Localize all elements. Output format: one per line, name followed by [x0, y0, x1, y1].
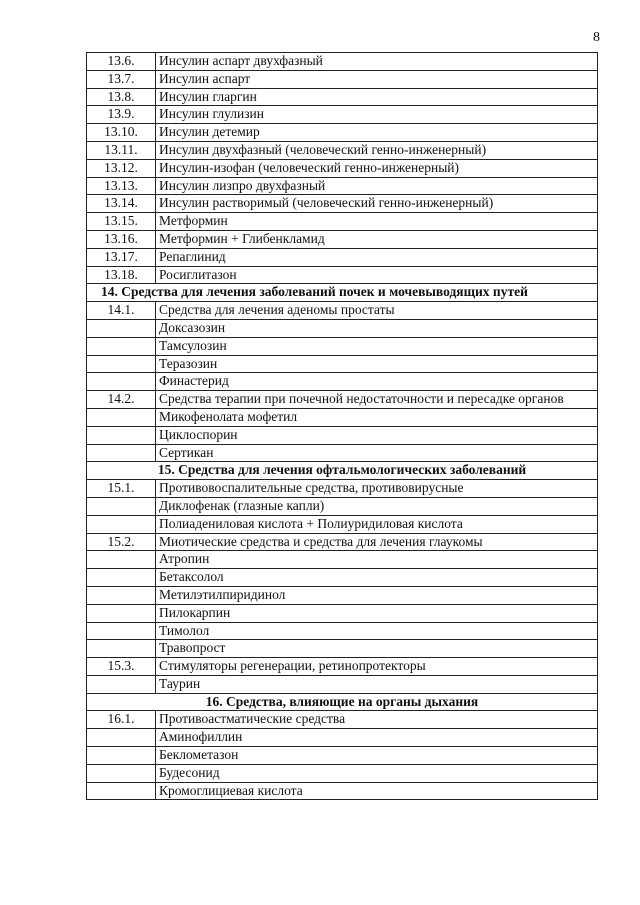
table-row — [87, 106, 598, 124]
page-number: 8 — [593, 30, 600, 45]
section-title: 15. Средства для лечения офтальмологических заболеваний — [87, 462, 598, 480]
item-name: Средства для лечения аденомы простаты — [156, 302, 598, 320]
table-row — [87, 426, 598, 444]
item-name: Финастерид — [156, 373, 598, 391]
item-code — [87, 497, 156, 515]
item-code: 13.10. — [87, 124, 156, 142]
item-code: 14.1. — [87, 302, 156, 320]
table-row — [87, 337, 598, 355]
item-code: 13.18. — [87, 266, 156, 284]
item-name: Тамсулозин — [156, 337, 598, 355]
drug-list-body — [87, 53, 598, 800]
item-name: Репаглинид — [156, 248, 598, 266]
item-name: Тимолол — [156, 622, 598, 640]
item-name: Инсулин аспарт — [156, 70, 598, 88]
section-header-row — [87, 284, 598, 302]
item-code — [87, 747, 156, 765]
item-code — [87, 444, 156, 462]
table-row — [87, 373, 598, 391]
item-code: 13.11. — [87, 141, 156, 159]
item-code: 13.12. — [87, 159, 156, 177]
section-header-row — [87, 693, 598, 711]
item-code — [87, 426, 156, 444]
item-code: 13.9. — [87, 106, 156, 124]
table-row — [87, 747, 598, 765]
item-code — [87, 675, 156, 693]
item-name: Инсулин двухфазный (человеческий генно-инженерный) — [156, 141, 598, 159]
table-row — [87, 675, 598, 693]
item-code: 13.7. — [87, 70, 156, 88]
item-name: Доксазозин — [156, 319, 598, 337]
item-code — [87, 408, 156, 426]
table-row — [87, 533, 598, 551]
table-row — [87, 195, 598, 213]
item-name: Будесонид — [156, 764, 598, 782]
item-code: 13.14. — [87, 195, 156, 213]
table-row — [87, 266, 598, 284]
section-title: 14. Средства для лечения заболеваний почек и мочевыводящих путей — [87, 284, 598, 302]
table-row — [87, 586, 598, 604]
table-row — [87, 764, 598, 782]
item-name: Метформин + Глибенкламид — [156, 230, 598, 248]
item-name: Противоастматические средства — [156, 711, 598, 729]
item-name: Таурин — [156, 675, 598, 693]
table-row — [87, 604, 598, 622]
item-name: Инсулин глулизин — [156, 106, 598, 124]
table-row — [87, 177, 598, 195]
item-code: 13.15. — [87, 213, 156, 231]
item-code: 13.6. — [87, 53, 156, 71]
table-row — [87, 355, 598, 373]
table-row — [87, 53, 598, 71]
section-title: 16. Средства, влияющие на органы дыхания — [87, 693, 598, 711]
item-name: Инсулин лизпро двухфазный — [156, 177, 598, 195]
item-name: Противовоспалительные средства, противовирусные — [156, 480, 598, 498]
table-row — [87, 515, 598, 533]
item-name: Аминофиллин — [156, 729, 598, 747]
table-row — [87, 622, 598, 640]
item-name: Сертикан — [156, 444, 598, 462]
table-row — [87, 124, 598, 142]
item-code: 16.1. — [87, 711, 156, 729]
item-name: Росиглитазон — [156, 266, 598, 284]
item-code — [87, 604, 156, 622]
item-code — [87, 355, 156, 373]
table-row — [87, 782, 598, 800]
item-name: Инсулин растворимый (человеческий генно-инженерный) — [156, 195, 598, 213]
table-row — [87, 658, 598, 676]
item-name: Микофенолата мофетил — [156, 408, 598, 426]
item-name: Миотические средства и средства для лечения глаукомы — [156, 533, 598, 551]
table-row — [87, 213, 598, 231]
item-code — [87, 373, 156, 391]
item-name: Инсулин гларгин — [156, 88, 598, 106]
item-code — [87, 782, 156, 800]
item-name: Бетаксолол — [156, 569, 598, 587]
table-row — [87, 230, 598, 248]
item-name: Атропин — [156, 551, 598, 569]
item-name: Инсулин-изофан (человеческий генно-инженерный) — [156, 159, 598, 177]
table-row — [87, 729, 598, 747]
item-name: Теразозин — [156, 355, 598, 373]
item-name: Беклометазон — [156, 747, 598, 765]
item-code — [87, 569, 156, 587]
table-row — [87, 480, 598, 498]
table-row — [87, 408, 598, 426]
item-name: Средства терапии при почечной недостаточности и пересадке органов — [156, 391, 598, 409]
item-code — [87, 337, 156, 355]
table-row — [87, 497, 598, 515]
table-row — [87, 302, 598, 320]
item-code — [87, 319, 156, 337]
item-code: 13.8. — [87, 88, 156, 106]
item-name: Полиадениловая кислота + Полиуридиловая кислота — [156, 515, 598, 533]
table-row — [87, 711, 598, 729]
item-name: Стимуляторы регенерации, ретинопротекторы — [156, 658, 598, 676]
table-row — [87, 444, 598, 462]
table-row — [87, 551, 598, 569]
item-code — [87, 622, 156, 640]
table-row — [87, 391, 598, 409]
item-code: 13.16. — [87, 230, 156, 248]
table-row — [87, 141, 598, 159]
item-name: Инсулин детемир — [156, 124, 598, 142]
table-row — [87, 88, 598, 106]
item-code — [87, 729, 156, 747]
table-row — [87, 319, 598, 337]
table-row — [87, 248, 598, 266]
item-name: Инсулин аспарт двухфазный — [156, 53, 598, 71]
item-name: Диклофенак (глазные капли) — [156, 497, 598, 515]
item-name: Метформин — [156, 213, 598, 231]
item-name: Пилокарпин — [156, 604, 598, 622]
item-code — [87, 764, 156, 782]
item-name: Кромоглициевая кислота — [156, 782, 598, 800]
item-code: 15.2. — [87, 533, 156, 551]
drug-list-table — [86, 52, 598, 800]
item-code: 14.2. — [87, 391, 156, 409]
item-code — [87, 640, 156, 658]
table-row — [87, 640, 598, 658]
item-code — [87, 515, 156, 533]
table-row — [87, 159, 598, 177]
table-row — [87, 569, 598, 587]
table-row — [87, 70, 598, 88]
item-code: 13.13. — [87, 177, 156, 195]
item-code: 15.1. — [87, 480, 156, 498]
section-header-row — [87, 462, 598, 480]
item-name: Травопрост — [156, 640, 598, 658]
item-name: Метилэтилпиридинол — [156, 586, 598, 604]
item-code: 13.17. — [87, 248, 156, 266]
item-code — [87, 586, 156, 604]
item-code: 15.3. — [87, 658, 156, 676]
item-name: Циклоспорин — [156, 426, 598, 444]
item-code — [87, 551, 156, 569]
